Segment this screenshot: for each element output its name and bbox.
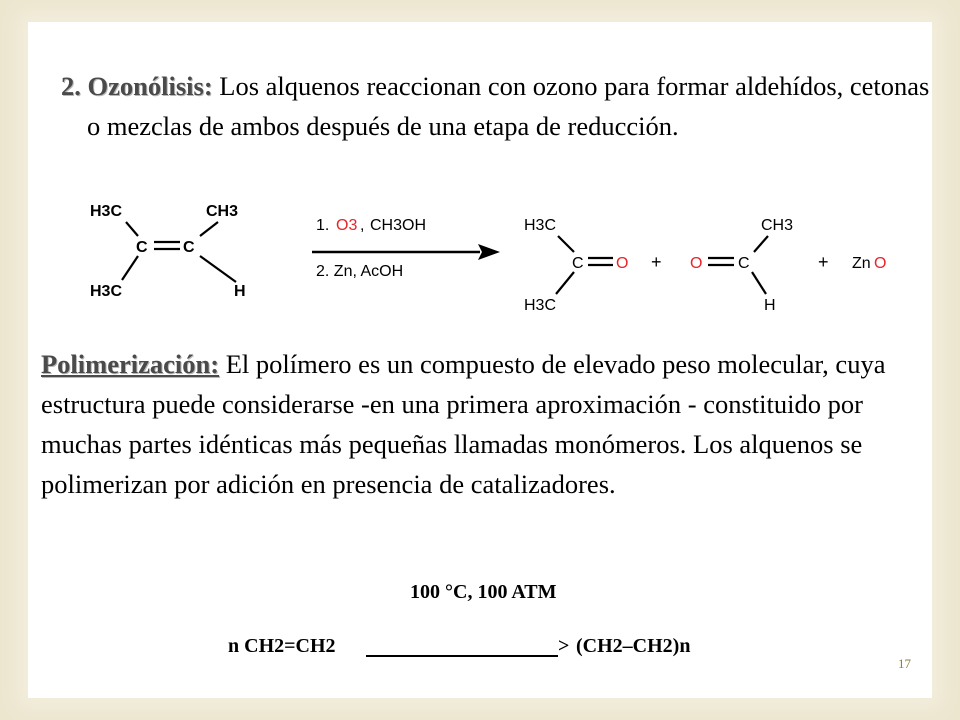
slide (28, 22, 932, 698)
ketone-o: O (616, 255, 629, 272)
plus-sign-1: + (651, 252, 662, 272)
product-ketone (524, 217, 628, 314)
ozonolysis-reaction-scheme (78, 190, 938, 318)
polymerization-product: (CH2–CH2)n (576, 635, 691, 657)
ozonolysis-title: Ozonólisis: (87, 71, 213, 101)
byproduct-zno (852, 255, 886, 272)
reactant-alkene (90, 203, 246, 300)
polymerization-heading: Polimerización: (41, 349, 220, 379)
ketone-c: C (572, 255, 584, 272)
ozonolysis-conditions (312, 217, 500, 280)
ozonolysis-paragraph (61, 66, 939, 146)
product-aldehyde (690, 217, 793, 314)
reactant-c-left: C (136, 239, 148, 256)
reactant-ch3-top: CH3 (206, 203, 239, 220)
ozonolysis-text: Los alquenos reaccionan con ozono para formar aldehídos, cetonas o mezclas de ambos después de una etapa de reducción. (87, 71, 930, 141)
reactant-h-bottom: H (234, 283, 246, 300)
byproduct-o: O (874, 255, 887, 272)
polymerization-arrow-head: > (558, 635, 570, 657)
ozonolysis-heading (61, 71, 213, 101)
polymerization-conditions: 100 °C, 100 ATM (410, 581, 557, 603)
reactant-h3c-top: H3C (90, 203, 123, 220)
reactant-h3c-bottom: H3C (90, 283, 123, 300)
reactant-c-right: C (183, 239, 195, 256)
ketone-h3c-top: H3C (524, 217, 557, 234)
polymerization-text: El polímero es un compuesto de elevado peso molecular, cuya estructura puede considerarse -en una primera aproximación - constituido por muchas partes idénticas más pequeñas llamadas monómeros. Los alquenos se polimerizan por adición en presencia de catalizadores. (41, 349, 886, 499)
condition-1-number: 1. (316, 217, 330, 234)
aldehyde-h: H (764, 297, 776, 314)
polymerization-reaction (218, 564, 738, 676)
condition-1-comma: , (360, 217, 365, 234)
ketone-bonds (556, 236, 613, 294)
polymerization-reactant: n CH2=CH2 (228, 635, 336, 657)
page-number: 17 (898, 656, 911, 671)
condition-1-reagent: O3 (336, 217, 358, 234)
aldehyde-c: C (738, 255, 750, 272)
condition-1-solvent: CH3OH (370, 217, 427, 234)
polymerization-paragraph (41, 344, 921, 504)
reaction-arrow-head (478, 244, 500, 260)
ozonolysis-number: 2. (61, 71, 81, 101)
byproduct-zn: Zn (852, 255, 871, 272)
aldehyde-ch3: CH3 (761, 217, 794, 234)
plus-sign-2: + (818, 252, 829, 272)
ketone-h3c-bottom: H3C (524, 297, 557, 314)
condition-2: 2. Zn, AcOH (316, 263, 404, 280)
aldehyde-o: O (690, 255, 703, 272)
